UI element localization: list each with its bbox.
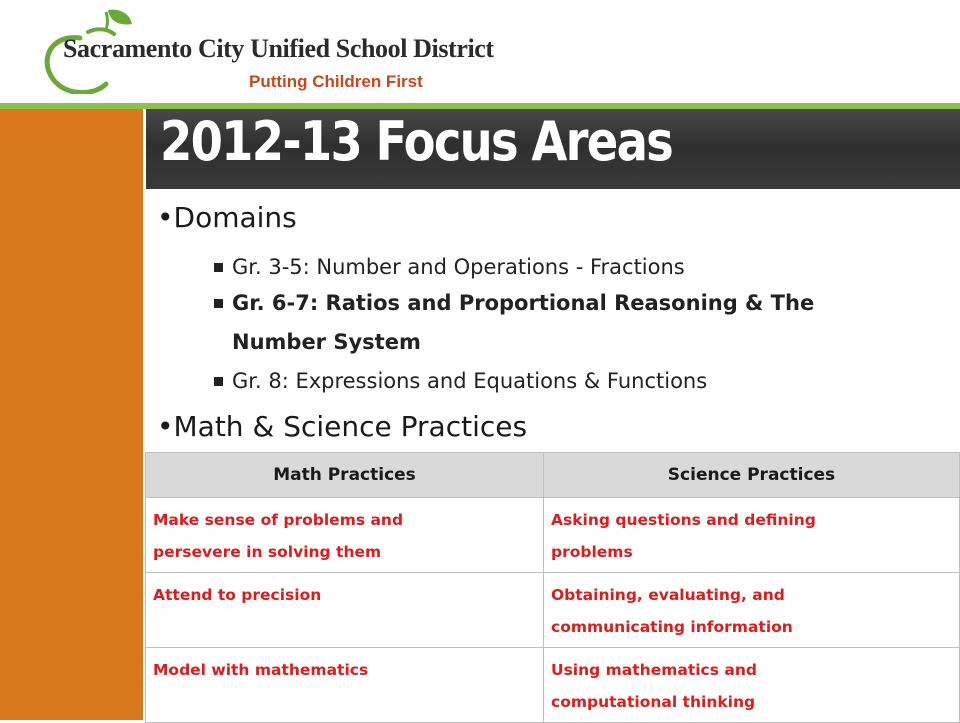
- domain-item: Gr. 6-7: Ratios and Proportional Reasoning & The: [232, 291, 815, 315]
- domain-item: Gr. 3-5: Number and Operations - Fractions: [232, 255, 685, 279]
- cell-line: Make sense of problems and: [153, 511, 404, 529]
- cell-line: computational thinking: [551, 693, 756, 711]
- table-row: [146, 648, 960, 723]
- bullet-marker: [214, 299, 223, 308]
- table-header-row: [146, 453, 960, 498]
- science-practice-cell: [544, 648, 960, 723]
- table-row: [146, 498, 960, 573]
- district-tagline: Putting Children First: [249, 72, 423, 91]
- practices-table: [145, 452, 960, 723]
- table-row: [146, 573, 960, 648]
- slide-title: 2012-13 Focus Areas: [160, 110, 673, 173]
- cell-line: Asking questions and defining: [551, 511, 816, 529]
- domain-item: Gr. 8: Expressions and Equations & Functions: [232, 369, 708, 393]
- math-practice-cell: [146, 648, 544, 723]
- side-accent-band: [0, 109, 143, 720]
- cell-line: problems: [551, 543, 633, 561]
- cell-line: communicating information: [551, 618, 793, 636]
- cell-line: persevere in solving them: [153, 543, 382, 561]
- science-practice-cell: [544, 573, 960, 648]
- bullet-marker: [214, 263, 223, 272]
- domain-item-continuation: Number System: [232, 330, 421, 354]
- math-practice-cell: [146, 498, 544, 573]
- cell-line: Obtaining, evaluating, and: [551, 586, 785, 604]
- column-header-science: Science Practices: [544, 453, 960, 498]
- column-header-math: Math Practices: [146, 453, 544, 498]
- science-practice-cell: [544, 498, 960, 573]
- district-name: Sacramento City Unified School District: [63, 34, 494, 63]
- cell-line: Model with mathematics: [153, 661, 369, 679]
- practices-heading: •Math & Science Practices: [157, 410, 528, 443]
- district-header: [0, 0, 960, 104]
- cell-line: Using mathematics and: [551, 661, 757, 679]
- domains-heading: •Domains: [157, 201, 297, 234]
- bullet-marker: [214, 377, 223, 386]
- cell-line: Attend to precision: [153, 586, 322, 604]
- math-practice-cell: [146, 573, 544, 648]
